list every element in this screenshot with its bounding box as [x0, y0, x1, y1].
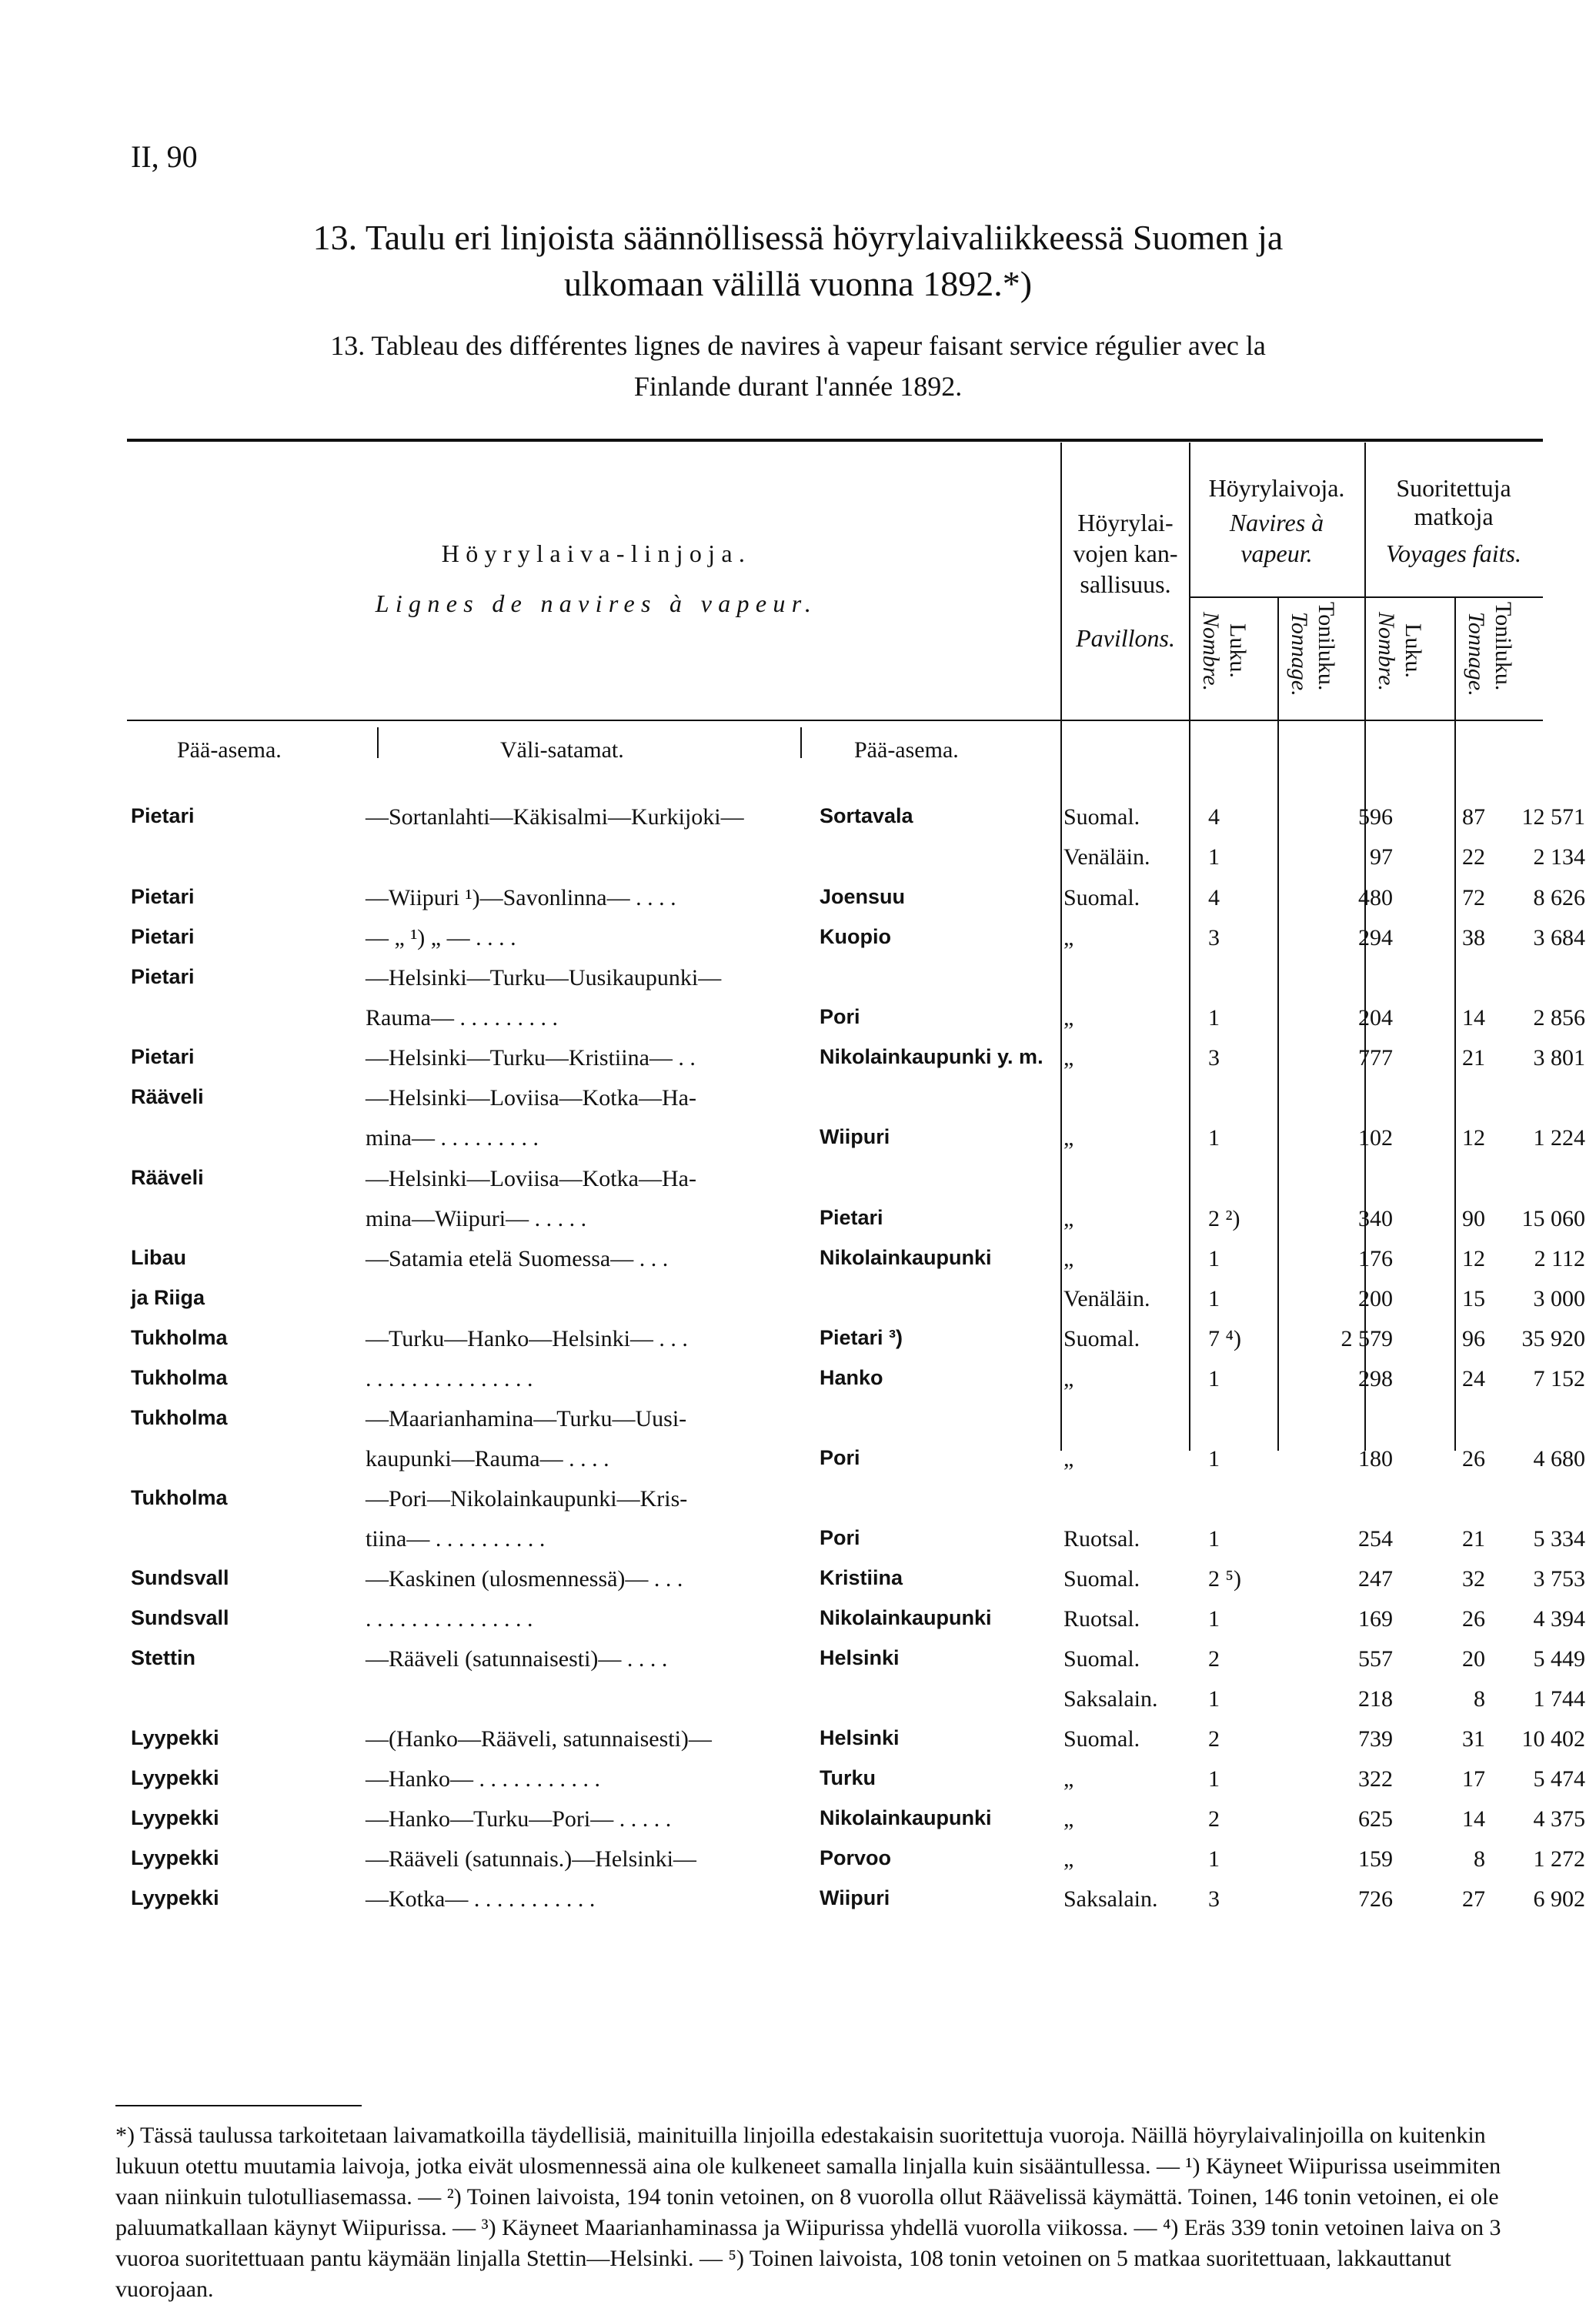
- cell-from-station: Rääveli: [131, 1166, 204, 1189]
- cell-trip-count: 96: [1462, 1326, 1485, 1351]
- lines-header-fr: Lignes de navires à vapeur.: [375, 590, 818, 617]
- cell-from-station: Pietari: [131, 885, 195, 908]
- cell-ship-count: 2: [1208, 1806, 1220, 1832]
- trips-count-fr: Nombre.: [1374, 612, 1399, 692]
- cell-route: Rauma— . . . . . . . . .: [366, 1005, 558, 1031]
- cell-ship-count: 1: [1208, 1005, 1220, 1031]
- cell-trip-tonnage: 5 449: [1533, 1646, 1585, 1672]
- cell-flag: Suomal.: [1063, 1646, 1140, 1672]
- cell-flag: „: [1063, 1125, 1074, 1151]
- cell-to-station: Pietari: [820, 1206, 883, 1229]
- cell-trip-count: 12: [1462, 1246, 1485, 1271]
- cell-trip-count: 32: [1462, 1566, 1485, 1592]
- cell-from-station: Lyypekki: [131, 1846, 219, 1869]
- ships-count-fr: Nombre.: [1198, 612, 1224, 692]
- cell-trip-tonnage: 12 571: [1521, 804, 1585, 830]
- cell-to-station: Pori: [820, 1526, 860, 1549]
- table-row: [131, 844, 1585, 884]
- table-row: [131, 965, 1539, 1005]
- cell-trip-tonnage: 4 375: [1533, 1806, 1585, 1832]
- cell-route: —Maarianhamina—Turku—Uusi-: [366, 1406, 687, 1431]
- cell-to-station: Sortavala: [820, 804, 913, 827]
- cell-ship-count: 3: [1208, 1045, 1220, 1071]
- cell-trip-count: 8: [1474, 1686, 1485, 1712]
- cell-trip-count: 87: [1462, 804, 1485, 830]
- main-station-header-2: Pää-asema.: [854, 737, 959, 763]
- cell-flag: „: [1063, 1045, 1074, 1071]
- cell-ship-count: 1: [1208, 844, 1220, 870]
- cell-flag: Venäläin.: [1063, 1286, 1150, 1311]
- table-row: [131, 925, 1585, 965]
- trips-header-fr: Voyages faits.: [1386, 540, 1521, 567]
- cell-ship-tonnage: 204: [1358, 1005, 1393, 1031]
- cell-route: —Kotka— . . . . . . . . . . .: [366, 1886, 596, 1912]
- table-row: [131, 804, 1585, 844]
- cell-route: —Sortanlahti—Käkisalmi—Kurkijoki—: [366, 804, 744, 830]
- cell-route: mina— . . . . . . . . .: [366, 1125, 539, 1151]
- cell-ship-tonnage: 480: [1358, 885, 1393, 910]
- cell-flag: Saksalain.: [1063, 1686, 1158, 1712]
- ships-tonnage-fi: Toniluku.: [1314, 602, 1339, 691]
- cell-to-station: Helsinki: [820, 1646, 900, 1669]
- cell-trip-tonnage: 3 684: [1533, 925, 1585, 950]
- cell-trip-tonnage: 2 112: [1534, 1246, 1585, 1271]
- cell-from-station: Lyypekki: [131, 1766, 219, 1789]
- trips-tonnage-fr: Tonnage.: [1464, 612, 1489, 697]
- cell-flag: Suomal.: [1063, 1566, 1140, 1592]
- table-row: [131, 1326, 1585, 1366]
- cell-ship-count: 1: [1208, 1766, 1220, 1792]
- cell-ship-tonnage: 169: [1358, 1606, 1393, 1632]
- flag-header-fr: Pavillons.: [1076, 624, 1175, 652]
- cell-trip-tonnage: 4 680: [1533, 1446, 1585, 1472]
- cell-ship-count: 1: [1208, 1125, 1220, 1151]
- cell-ship-tonnage: 322: [1358, 1766, 1393, 1792]
- cell-ship-count: 1: [1208, 1366, 1220, 1391]
- cell-route: . . . . . . . . . . . . . . .: [366, 1366, 533, 1391]
- cell-trip-count: 38: [1462, 925, 1485, 950]
- cell-flag: Ruotsal.: [1063, 1606, 1140, 1632]
- cell-to-station: Nikolainkaupunki y. m.: [820, 1045, 1043, 1068]
- cell-trip-count: 14: [1462, 1806, 1485, 1832]
- table-row: [131, 1085, 1539, 1125]
- table-row: [131, 1045, 1585, 1085]
- cell-route: mina—Wiipuri— . . . . .: [366, 1206, 587, 1231]
- title-finnish-line1: 13. Taulu eri linjoista säännöllisessä höyrylaivaliikkeessä Suomen ja: [312, 218, 1284, 257]
- cell-route: tiina— . . . . . . . . . .: [366, 1526, 546, 1552]
- cell-ship-count: 1: [1208, 1446, 1220, 1472]
- table-row: [131, 1246, 1585, 1286]
- table-row: [131, 1486, 1539, 1526]
- cell-flag: „: [1063, 925, 1074, 950]
- table-row: [131, 1125, 1585, 1165]
- cell-to-station: Pori: [820, 1446, 860, 1469]
- cell-ship-count: 2 ²): [1208, 1206, 1240, 1231]
- trips-tonnage-fi: Toniluku.: [1491, 602, 1516, 691]
- cell-ship-tonnage: 254: [1358, 1526, 1393, 1552]
- lines-header-fi: Höyrylaiva-linjoja.: [441, 540, 752, 567]
- cell-trip-count: 22: [1462, 844, 1485, 870]
- cell-from-station: Tukholma: [131, 1486, 228, 1509]
- cell-trip-tonnage: 8 626: [1533, 885, 1585, 910]
- cell-from-station: Pietari: [131, 1045, 195, 1068]
- cell-to-station: Hanko: [820, 1366, 883, 1389]
- ships-header-fr-1: Navires à: [1229, 509, 1324, 536]
- cell-trip-count: 27: [1462, 1886, 1485, 1912]
- cell-trip-tonnage: 2 134: [1533, 844, 1585, 870]
- cell-from-station: Pietari: [131, 965, 195, 988]
- cell-trip-count: 21: [1462, 1526, 1485, 1552]
- cell-route: — „ ¹) „ — . . . .: [366, 925, 516, 950]
- footnote: *) Tässä taulussa tarkoitetaan laivamatkoilla täydellisiä, mainituilla linjoilla edestakaisin suoritettuja vuoroja. Näillä höyrylaivalinjoilla on kuitenkin lukuun otettu muutamia laivoja, jotka eivät ulosmennessä aina ole kulkeneet samalla linjalla kuin sisääntullessa. — ¹) Käyneet Wiipurissa useimmiten vaan niinkuin tulotulliasemassa. — ²) Toinen laivoista, 194 tonin vetoinen, on 8 vuorolla ollut Räävelissä käymättä. Toinen, 146 tonin vetoinen, ei ole paluumatkallaan käynyt Wiipurissa. — ³) Käyneet Maarianhaminassa ja Wiipurissa yhdellä vuorolla viikossa. — ⁴) Eräs 339 tonin vetoinen laiva on 3 vuoroa suoritettuaan pantu käymään linjalla Stettin—Helsinki. — ⁵) Toinen laivoista, 108 tonin vetoinen on 5 matkaa suoritettuaan, lakkauttanut vuorojaan.: [115, 2123, 1501, 2302]
- cell-trip-tonnage: 1 224: [1533, 1125, 1585, 1151]
- cell-route: —Helsinki—Loviisa—Kotka—Ha-: [366, 1085, 696, 1111]
- cell-ship-tonnage: 247: [1358, 1566, 1393, 1592]
- cell-route: —Pori—Nikolainkaupunki—Kris-: [366, 1486, 688, 1512]
- cell-from-station: ja Riiga: [131, 1286, 205, 1309]
- table-row: [131, 1566, 1585, 1606]
- cell-trip-tonnage: 35 920: [1521, 1326, 1585, 1351]
- table-row: [131, 1166, 1539, 1206]
- cell-ship-tonnage: 739: [1358, 1726, 1393, 1752]
- cell-from-station: Libau: [131, 1246, 186, 1269]
- cell-ship-tonnage: 200: [1358, 1286, 1393, 1311]
- cell-ship-tonnage: 777: [1358, 1045, 1393, 1071]
- cell-trip-count: 26: [1462, 1446, 1485, 1472]
- cell-flag: Suomal.: [1063, 885, 1140, 910]
- cell-to-station: Nikolainkaupunki: [820, 1246, 992, 1269]
- trips-count-fi: Luku.: [1401, 623, 1426, 678]
- cell-flag: „: [1063, 1806, 1074, 1832]
- ships-count-fi: Luku.: [1225, 623, 1250, 678]
- cell-ship-count: 3: [1208, 1886, 1220, 1912]
- table-row: [131, 1606, 1585, 1646]
- table-row: [131, 1526, 1585, 1566]
- cell-trip-count: 12: [1462, 1125, 1485, 1151]
- cell-ship-tonnage: 596: [1358, 804, 1393, 830]
- cell-flag: Suomal.: [1063, 1726, 1140, 1752]
- cell-ship-tonnage: 218: [1358, 1686, 1393, 1712]
- table-row: [131, 1446, 1585, 1486]
- cell-to-station: Helsinki: [820, 1726, 900, 1749]
- table-row: [131, 1406, 1539, 1446]
- cell-ship-tonnage: 102: [1358, 1125, 1393, 1151]
- cell-from-station: Lyypekki: [131, 1806, 219, 1829]
- cell-from-station: Tukholma: [131, 1366, 228, 1389]
- cell-to-station: Nikolainkaupunki: [820, 1606, 992, 1629]
- cell-trip-tonnage: 3 753: [1533, 1566, 1585, 1592]
- trips-header-fi-2: matkoja: [1414, 503, 1494, 530]
- cell-trip-tonnage: 3 000: [1533, 1286, 1585, 1311]
- table-row: [131, 1206, 1585, 1246]
- cell-flag: Venäläin.: [1063, 844, 1150, 870]
- title-french-line2: Finlande durant l'année 1892.: [633, 371, 963, 402]
- cell-ship-count: 4: [1208, 885, 1220, 910]
- table-row: [131, 1366, 1585, 1406]
- cell-from-station: Lyypekki: [131, 1726, 219, 1749]
- table-row: [131, 1766, 1585, 1806]
- cell-trip-tonnage: 2 856: [1533, 1005, 1585, 1031]
- cell-route: —Helsinki—Loviisa—Kotka—Ha-: [366, 1166, 696, 1191]
- cell-ship-tonnage: 97: [1370, 844, 1393, 870]
- cell-trip-tonnage: 3 801: [1533, 1045, 1585, 1071]
- cell-ship-tonnage: 298: [1358, 1366, 1393, 1391]
- cell-ship-count: 1: [1208, 1846, 1220, 1872]
- cell-trip-tonnage: 5 474: [1533, 1766, 1585, 1792]
- cell-trip-tonnage: 15 060: [1521, 1206, 1585, 1231]
- cell-flag: „: [1063, 1366, 1074, 1391]
- cell-flag: „: [1063, 1766, 1074, 1792]
- cell-ship-tonnage: 176: [1358, 1246, 1393, 1271]
- cell-flag: „: [1063, 1005, 1074, 1031]
- cell-ship-tonnage: 294: [1358, 925, 1393, 950]
- cell-route: —Satamia etelä Suomessa— . . .: [366, 1246, 669, 1271]
- table-row: [131, 1005, 1585, 1045]
- cell-to-station: Porvoo: [820, 1846, 892, 1869]
- cell-trip-count: 24: [1462, 1366, 1485, 1391]
- cell-to-station: Wiipuri: [820, 1886, 890, 1909]
- title-finnish-line2: ulkomaan välillä vuonna 1892.*): [563, 264, 1033, 303]
- table-row: [131, 885, 1585, 925]
- cell-to-station: Kristiina: [820, 1566, 903, 1589]
- cell-trip-count: 8: [1474, 1846, 1485, 1872]
- cell-route: kaupunki—Rauma— . . . .: [366, 1446, 609, 1472]
- cell-to-station: Wiipuri: [820, 1125, 890, 1148]
- cell-trip-count: 31: [1462, 1726, 1485, 1752]
- cell-from-station: Tukholma: [131, 1406, 228, 1429]
- cell-to-station: Joensuu: [820, 885, 906, 908]
- cell-trip-count: 15: [1462, 1286, 1485, 1311]
- cell-from-station: Sundsvall: [131, 1606, 229, 1629]
- cell-to-station: Pietari ³): [820, 1326, 903, 1349]
- cell-route: —Helsinki—Turku—Kristiina— . .: [366, 1045, 696, 1071]
- ships-tonnage-fr: Tonnage.: [1287, 612, 1312, 697]
- cell-from-station: Rääveli: [131, 1085, 204, 1108]
- cell-to-station: Pori: [820, 1005, 860, 1028]
- title-french-line1: 13. Tableau des différentes lignes de navires à vapeur faisant service régulier avec la: [330, 330, 1266, 361]
- cell-trip-count: 26: [1462, 1606, 1485, 1632]
- cell-trip-tonnage: 10 402: [1521, 1726, 1585, 1752]
- cell-trip-count: 90: [1462, 1206, 1485, 1231]
- table-row: [131, 1726, 1585, 1766]
- cell-route: —Helsinki—Turku—Uusikaupunki—: [366, 965, 722, 990]
- cell-ship-tonnage: 159: [1358, 1846, 1393, 1872]
- cell-ship-count: 3: [1208, 925, 1220, 950]
- cell-ship-count: 7 ⁴): [1208, 1326, 1241, 1351]
- cell-ship-tonnage: 726: [1358, 1886, 1393, 1912]
- cell-route: —Hanko—Turku—Pori— . . . . .: [366, 1806, 672, 1832]
- cell-ship-tonnage: 557: [1358, 1646, 1393, 1672]
- cell-from-station: Sundsvall: [131, 1566, 229, 1589]
- cell-trip-count: 21: [1462, 1045, 1485, 1071]
- table-row: [131, 1286, 1585, 1326]
- cell-trip-tonnage: 4 394: [1533, 1606, 1585, 1632]
- cell-ship-count: 2: [1208, 1726, 1220, 1752]
- cell-route: —Hanko— . . . . . . . . . . .: [366, 1766, 600, 1792]
- footnote-rule: [115, 2105, 362, 2106]
- cell-flag: Suomal.: [1063, 804, 1140, 830]
- cell-flag: Suomal.: [1063, 1326, 1140, 1351]
- cell-trip-count: 14: [1462, 1005, 1485, 1031]
- cell-ship-tonnage: 180: [1358, 1446, 1393, 1472]
- intermediate-ports-header: Väli-satamat.: [500, 737, 624, 763]
- cell-ship-count: 2: [1208, 1646, 1220, 1672]
- cell-ship-count: 1: [1208, 1526, 1220, 1552]
- table-row: [131, 1806, 1585, 1846]
- cell-trip-count: 72: [1462, 885, 1485, 910]
- cell-ship-tonnage: 625: [1358, 1806, 1393, 1832]
- flag-header-fi-1: Höyrylai-: [1077, 509, 1174, 536]
- cell-from-station: Pietari: [131, 925, 195, 948]
- table-row: [131, 1686, 1585, 1726]
- cell-trip-tonnage: 5 334: [1533, 1526, 1585, 1552]
- cell-route: —Wiipuri ¹)—Savonlinna— . . . .: [366, 885, 676, 910]
- cell-ship-tonnage: 340: [1358, 1206, 1393, 1231]
- cell-from-station: Tukholma: [131, 1326, 228, 1349]
- cell-trip-tonnage: 1 272: [1533, 1846, 1585, 1872]
- cell-from-station: Stettin: [131, 1646, 195, 1669]
- cell-route: —Rääveli (satunnaisesti)— . . . .: [366, 1646, 668, 1672]
- ships-header-fi: Höyrylaivoja.: [1208, 474, 1345, 502]
- table-row: [131, 1646, 1585, 1686]
- cell-to-station: Nikolainkaupunki: [820, 1806, 992, 1829]
- cell-flag: „: [1063, 1246, 1074, 1271]
- trips-header-fi-1: Suoritettuja: [1396, 474, 1511, 502]
- table-row: [131, 1886, 1585, 1926]
- flag-header-fi-3: sallisuus.: [1080, 570, 1171, 598]
- cell-ship-count: 4: [1208, 804, 1220, 830]
- table-row: [131, 1846, 1585, 1886]
- cell-ship-count: 2 ⁵): [1208, 1566, 1241, 1592]
- cell-to-station: Turku: [820, 1766, 876, 1789]
- flag-header-fi-2: vojen kan-: [1073, 540, 1178, 567]
- cell-ship-tonnage: 2 579: [1341, 1326, 1393, 1351]
- cell-route: —(Hanko—Rääveli, satunnaisesti)—: [366, 1726, 712, 1752]
- ships-header-fr-2: vapeur.: [1240, 540, 1313, 567]
- page-number: II, 90: [131, 139, 198, 174]
- cell-route: —Kaskinen (ulosmennessä)— . . .: [366, 1566, 683, 1592]
- cell-flag: „: [1063, 1206, 1074, 1231]
- cell-ship-count: 1: [1208, 1686, 1220, 1712]
- cell-route: —Rääveli (satunnais.)—Helsinki—: [366, 1846, 696, 1872]
- cell-trip-count: 20: [1462, 1646, 1485, 1672]
- cell-trip-tonnage: 6 902: [1533, 1886, 1585, 1912]
- cell-flag: „: [1063, 1846, 1074, 1872]
- cell-trip-tonnage: 7 152: [1533, 1366, 1585, 1391]
- cell-trip-count: 17: [1462, 1766, 1485, 1792]
- cell-flag: Ruotsal.: [1063, 1526, 1140, 1552]
- cell-to-station: Kuopio: [820, 925, 891, 948]
- cell-route: . . . . . . . . . . . . . . .: [366, 1606, 533, 1632]
- cell-flag: Saksalain.: [1063, 1886, 1158, 1912]
- cell-ship-count: 1: [1208, 1606, 1220, 1632]
- cell-ship-count: 1: [1208, 1246, 1220, 1271]
- cell-from-station: Pietari: [131, 804, 195, 827]
- cell-flag: „: [1063, 1446, 1074, 1472]
- cell-from-station: Lyypekki: [131, 1886, 219, 1909]
- cell-ship-count: 1: [1208, 1286, 1220, 1311]
- cell-trip-tonnage: 1 744: [1533, 1686, 1585, 1712]
- main-station-header: Pää-asema.: [177, 737, 282, 763]
- cell-route: —Turku—Hanko—Helsinki— . . .: [366, 1326, 688, 1351]
